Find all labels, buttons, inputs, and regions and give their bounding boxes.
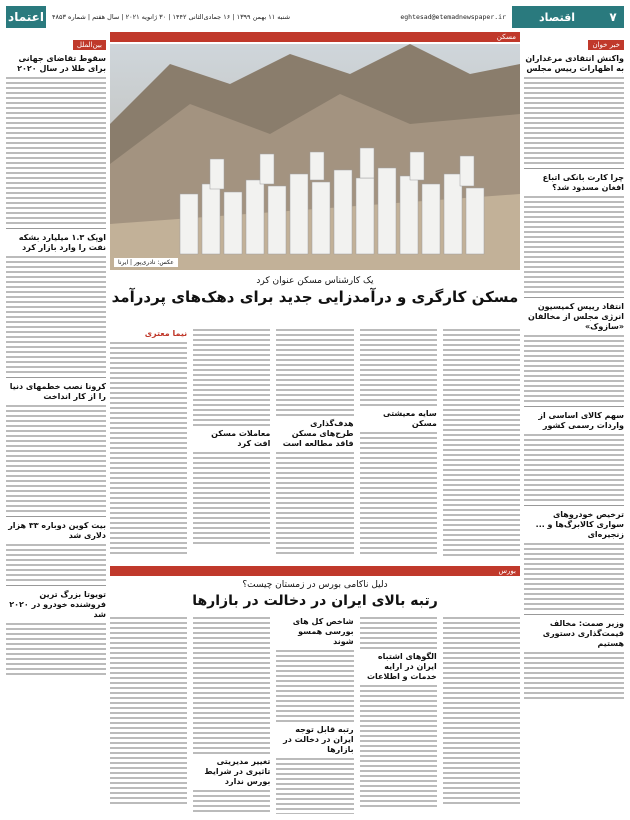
article-column bbox=[276, 614, 353, 814]
bourse-article-body bbox=[110, 614, 520, 814]
body-text bbox=[6, 405, 106, 512]
right-column-tag: خبر خوان bbox=[588, 40, 624, 50]
main-kicker: یک کارشناس مسکن عنوان کرد bbox=[256, 276, 374, 286]
body-text bbox=[524, 652, 624, 699]
right-news-column bbox=[524, 32, 624, 814]
article-column bbox=[110, 326, 187, 566]
right-item bbox=[524, 54, 624, 164]
photo-credit: عکس: نادری‌پور | ایرنا bbox=[114, 258, 178, 267]
page-number: ۷ bbox=[602, 6, 624, 28]
left-item bbox=[6, 382, 106, 512]
left-news-column bbox=[6, 32, 106, 814]
housing-photo-illustration bbox=[110, 44, 520, 270]
left-item bbox=[6, 54, 106, 224]
main-article-body bbox=[110, 326, 520, 566]
left-item bbox=[6, 233, 106, 373]
article-subhead: شاخص کل های بورسی همسو شوند bbox=[292, 617, 354, 646]
article-column bbox=[110, 614, 187, 814]
right-item-title: چرا کارت بانکی اتباع افغان مسدود شد؟ bbox=[542, 173, 624, 192]
main-section-tag: مسکن bbox=[110, 32, 520, 42]
bourse-section-bar bbox=[110, 566, 520, 576]
page-header bbox=[6, 6, 624, 28]
right-item bbox=[524, 619, 624, 699]
left-column-tag: بین‌الملل bbox=[73, 40, 106, 50]
right-item-title: واکنش انتقادی مرغداران به اظهارات رییس مجلس bbox=[525, 54, 624, 73]
body-text bbox=[524, 335, 624, 402]
article-subhead: سایه معیشتی مسکن bbox=[383, 409, 437, 428]
bourse-headline: رتبه بالای ایران در دخالت در بازارها bbox=[192, 593, 438, 609]
left-item-title: اوپک ۱.۳ میلیارد بشکه نفت را وارد بازار کرد bbox=[18, 233, 106, 252]
bourse-kicker: دلیل ناکامی بورس در زمستان چیست؟ bbox=[242, 580, 388, 590]
body-text bbox=[6, 77, 106, 224]
right-item-title: وزیر صمت: مخالف قیمت‌گذاری دستوری هستیم bbox=[542, 619, 624, 648]
body-text bbox=[6, 544, 106, 581]
body-text bbox=[6, 623, 106, 675]
right-item-title: انتقاد رییس کمیسیون انرژی مجلس از مخالفان «سازوک» bbox=[528, 302, 624, 331]
article-column bbox=[276, 326, 353, 566]
article-column bbox=[193, 326, 270, 566]
article-subhead: رتبه قابل توجه ایران در دخالت در بازارها bbox=[283, 725, 354, 754]
left-item-title: بیت کوین دوباره ۳۳ هزار دلاری شد bbox=[8, 521, 106, 540]
article-byline: نیما معتری bbox=[144, 329, 188, 338]
body-text bbox=[524, 196, 624, 293]
body-text bbox=[524, 543, 624, 610]
body-text bbox=[6, 256, 106, 373]
article-column bbox=[193, 614, 270, 814]
article-column bbox=[360, 614, 437, 814]
left-item-title: سقوط تقاضای جهانی برای طلا در سال ۲۰۲۰ bbox=[17, 54, 106, 73]
article-subhead: هدف‌گذاری طرح‌های مسکن فاقد مطالعه است bbox=[282, 419, 354, 448]
right-item-title: سهم کالای اساسی از واردات رسمی کشور bbox=[538, 411, 624, 430]
left-item bbox=[6, 590, 106, 675]
right-item bbox=[524, 411, 624, 501]
section-title: اقتصاد bbox=[512, 6, 602, 28]
issue-info bbox=[46, 6, 512, 28]
newspaper-logo: اعتماد bbox=[6, 6, 46, 28]
right-item bbox=[524, 173, 624, 293]
right-item-title: ترخیص خودروهای سواری کالابرگ‌ها و ... زنجیره‌ای bbox=[535, 510, 624, 539]
left-item-title: تویوتا بزرگ ترین فروشنده خودرو در ۲۰۲۰ شد bbox=[9, 590, 106, 619]
article-subhead: تغییر مدیریتی تاثیری در شرایط بورس ندارد bbox=[204, 757, 271, 786]
article-column bbox=[443, 614, 520, 814]
bourse-section-tag: بورس bbox=[110, 566, 520, 576]
article-column bbox=[443, 326, 520, 566]
right-item bbox=[524, 510, 624, 610]
email-address[interactable]: eghtesad@etemadnewspaper.ir bbox=[400, 13, 506, 21]
body-text bbox=[524, 434, 624, 501]
right-item bbox=[524, 302, 624, 402]
housing-photo bbox=[110, 44, 520, 270]
main-section-bar bbox=[110, 32, 520, 42]
article-subhead: الگوهای اشتباه ایران در ارایه خدمات و اطلاعات bbox=[367, 652, 437, 681]
issue-details: شنبه ۱۱ بهمن ۱۳۹۹ | ۱۶ جمادی‌الثانی ۱۴۴۲ | ۳۰ ژانویه ۲۰۲۱ | سال هفتم | شماره ۴۸۵۳ bbox=[52, 13, 291, 21]
left-item-title: کرونا نصب خطمهای دنیا را از کار انداخت bbox=[9, 382, 106, 401]
body-text bbox=[524, 77, 624, 164]
article-subhead: معاملات مسکن افت کرد bbox=[211, 429, 271, 448]
main-headline: مسکن کارگری و درآمدزایی جدید برای دهک‌های پردرآمد bbox=[111, 288, 519, 306]
left-item bbox=[6, 521, 106, 581]
article-column bbox=[360, 326, 437, 566]
